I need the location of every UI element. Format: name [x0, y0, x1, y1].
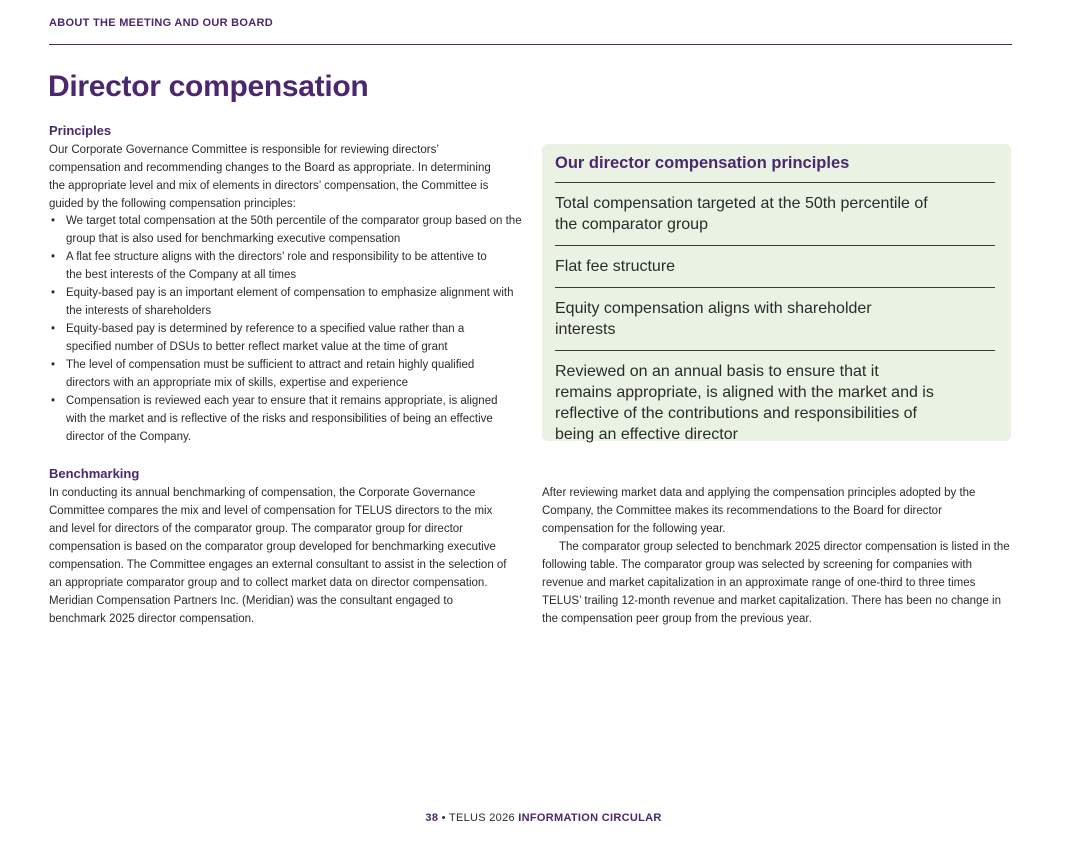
principles-bullet: • Equity-based pay is an important element of compensation to emphasize alignment with the interests of shareholders — [49, 284, 524, 320]
panel-heading: Our director compensation principles — [555, 154, 995, 183]
principles-list — [49, 212, 524, 446]
principles-bullet: • A flat fee structure aligns with the directors’ role and responsibility to be attentive to the best interests of the Company at all times — [49, 248, 524, 284]
section-label: ABOUT THE MEETING AND OUR BOARD — [49, 17, 273, 29]
benchmarking-heading: Benchmarking — [49, 466, 140, 481]
benchmarking-left-text: In conducting its annual benchmarking of compensation, the Corporate Governance Committee compares the mix and level of compensation for TELUS directors to the mix and level for directors of the comparator group. The comparator group for director compensation is based on the comparator group developed for benchmarking executive compensation. The Committee engages an external consultant to assist in the selection of an appropriate comparator group and to collect market data on director compensation. Meridian Compensation Partners Inc. (Meridian) was the consultant engaged to benchmark 2025 director compensation. — [49, 487, 507, 625]
benchmarking-right-para: After reviewing market data and applying the compensation principles adopted by the Company, the Committee makes its recommendations to the Board for director compensation for the following year. — [542, 487, 976, 535]
page-number: 38 — [425, 812, 439, 824]
page-footer — [0, 812, 1087, 824]
panel-item: Total compensation targeted at the 50th percentile of the comparator group — [555, 183, 995, 246]
principles-heading: Principles — [49, 123, 112, 138]
principles-bullet: • We target total compensation at the 50th percentile of the comparator group based on the group that is also used for benchmarking executive compensation — [49, 212, 524, 248]
principles-bullet: • Equity-based pay is determined by reference to a specified value rather than a specified number of DSUs to better reflect market value at the time of grant — [49, 320, 524, 356]
principles-summary-panel — [542, 144, 1011, 441]
page-title: Director compensation — [48, 70, 369, 103]
panel-item: Reviewed on an annual basis to ensure that it remains appropriate, is aligned with the market and is reflective of the contributions and responsibilities of being an effective director — [555, 363, 934, 443]
footer-publisher: TELUS 2026 — [448, 812, 515, 824]
footer-separator: • — [441, 812, 446, 824]
principles-bullet: • The level of compensation must be sufficient to attract and retain highly qualified directors with an appropriate mix of skills, expertise and experience — [49, 356, 524, 392]
principles-intro: Our Corporate Governance Committee is responsible for reviewing directors’ compensation and recommending changes to the Board as appropriate. In determining the appropriate level and mix of elements in directors’ compensation, the Committee is guided by the following compensation principles: — [49, 144, 491, 210]
panel-item: Equity compensation aligns with shareholder interests — [555, 288, 995, 351]
benchmarking-right-para: The comparator group selected to benchmark 2025 director compensation is listed in the following table. The comparator group was selected by screening for companies with revenue and market capitalization in an approximate range of one-third to three times TELUS’ trailing 12-month revenue and market capitalization. There has been no change in the compensation peer group from the previous year. — [542, 541, 1010, 625]
header-divider — [49, 44, 1012, 45]
principles-bullet: • Compensation is reviewed each year to ensure that it remains appropriate, is aligned with the market and is reflective of the risks and responsibilities of being an effective director of the Company. — [49, 392, 524, 446]
footer-document: INFORMATION CIRCULAR — [518, 812, 662, 824]
panel-item: Flat fee structure — [555, 246, 995, 288]
benchmarking-right-column — [542, 484, 1014, 628]
